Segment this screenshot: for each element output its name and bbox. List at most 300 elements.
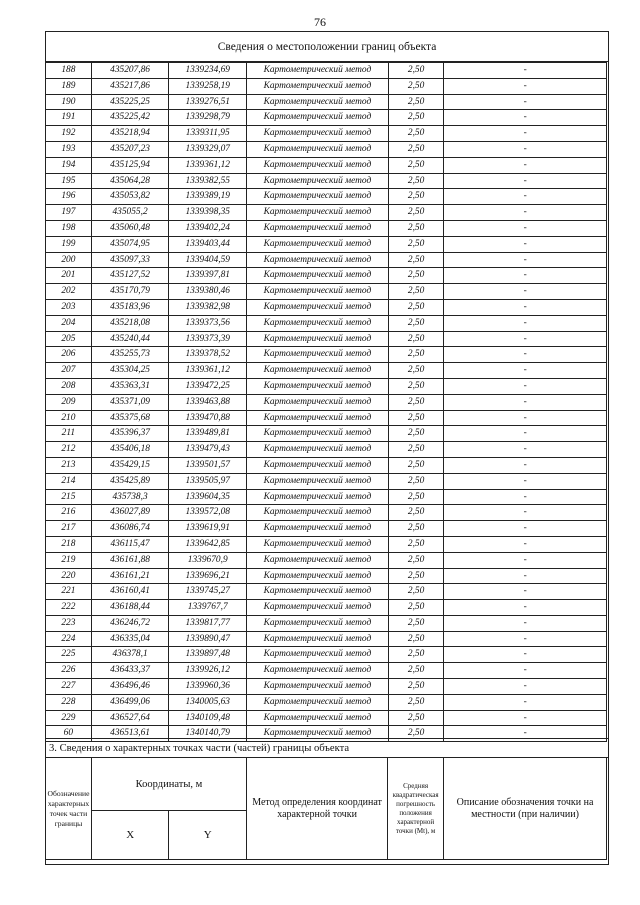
mean-error: 2,50 <box>388 489 444 505</box>
y-coordinate: 1339463,88 <box>169 394 247 410</box>
y-coordinate: 1339361,12 <box>169 363 247 379</box>
mean-error: 2,50 <box>388 600 444 616</box>
point-number: 221 <box>46 584 92 600</box>
table-row <box>46 347 607 363</box>
point-number: 216 <box>46 505 92 521</box>
mean-error: 2,50 <box>388 552 444 568</box>
table-row <box>46 268 607 284</box>
description: - <box>444 205 607 221</box>
x-coordinate: 436246,72 <box>91 615 169 631</box>
table-row <box>46 536 607 552</box>
point-number: 188 <box>46 63 92 79</box>
x-coordinate: 435218,94 <box>91 126 169 142</box>
x-coordinate: 435396,37 <box>91 426 169 442</box>
description: - <box>444 442 607 458</box>
method: Картометрический метод <box>247 631 389 647</box>
method: Картометрический метод <box>247 94 389 110</box>
table-row <box>46 252 607 268</box>
x-coordinate: 435217,86 <box>91 78 169 94</box>
description: - <box>444 189 607 205</box>
method: Картометрический метод <box>247 63 389 79</box>
point-number: 219 <box>46 552 92 568</box>
y-coordinate: 1340109,48 <box>169 710 247 726</box>
boundary-points-body <box>46 63 607 742</box>
mean-error: 2,50 <box>388 205 444 221</box>
point-number: 196 <box>46 189 92 205</box>
mean-error: 2,50 <box>388 647 444 663</box>
table-row <box>46 679 607 695</box>
method: Картометрический метод <box>247 521 389 537</box>
point-number: 210 <box>46 410 92 426</box>
table-row <box>46 568 607 584</box>
table-row <box>46 584 607 600</box>
method: Картометрический метод <box>247 268 389 284</box>
description: - <box>444 600 607 616</box>
y-coordinate: 1339890,47 <box>169 631 247 647</box>
x-coordinate: 436188,44 <box>91 600 169 616</box>
mean-error: 2,50 <box>388 679 444 695</box>
method: Картометрический метод <box>247 173 389 189</box>
mean-error: 2,50 <box>388 505 444 521</box>
y-coordinate: 1339382,55 <box>169 173 247 189</box>
method: Картометрический метод <box>247 679 389 695</box>
point-number: 227 <box>46 679 92 695</box>
method: Картометрический метод <box>247 110 389 126</box>
point-number: 211 <box>46 426 92 442</box>
y-coordinate: 1339398,35 <box>169 205 247 221</box>
y-coordinate: 1339505,97 <box>169 473 247 489</box>
point-number: 228 <box>46 694 92 710</box>
y-coordinate: 1339696,21 <box>169 568 247 584</box>
point-number: 200 <box>46 252 92 268</box>
method: Картометрический метод <box>247 378 389 394</box>
description: - <box>444 489 607 505</box>
x-coordinate: 435225,42 <box>91 110 169 126</box>
method: Картометрический метод <box>247 710 389 726</box>
description: - <box>444 631 607 647</box>
point-number: 220 <box>46 568 92 584</box>
document-frame <box>45 31 609 865</box>
y-coordinate: 1339745,27 <box>169 584 247 600</box>
description: - <box>444 331 607 347</box>
mean-error: 2,50 <box>388 173 444 189</box>
table-row <box>46 663 607 679</box>
x-coordinate: 435425,89 <box>91 473 169 489</box>
x-coordinate: 436027,89 <box>91 505 169 521</box>
mean-error: 2,50 <box>388 457 444 473</box>
y-coordinate: 1339767,7 <box>169 600 247 616</box>
method: Картометрический метод <box>247 157 389 173</box>
description: - <box>444 126 607 142</box>
x-coordinate: 435053,82 <box>91 189 169 205</box>
boundary-points-table <box>45 62 607 742</box>
method: Картометрический метод <box>247 205 389 221</box>
description: - <box>444 252 607 268</box>
method: Картометрический метод <box>247 331 389 347</box>
point-number: 217 <box>46 521 92 537</box>
header-method: Метод определения координат характерной точки <box>247 758 388 860</box>
x-coordinate: 435225,25 <box>91 94 169 110</box>
y-coordinate: 1339380,46 <box>169 284 247 300</box>
description: - <box>444 236 607 252</box>
x-coordinate: 436335,04 <box>91 631 169 647</box>
point-number: 213 <box>46 457 92 473</box>
description: - <box>444 141 607 157</box>
description: - <box>444 157 607 173</box>
table-row <box>46 378 607 394</box>
method: Картометрический метод <box>247 473 389 489</box>
x-coordinate: 435207,23 <box>91 141 169 157</box>
x-coordinate: 436115,47 <box>91 536 169 552</box>
method: Картометрический метод <box>247 694 389 710</box>
description: - <box>444 315 607 331</box>
mean-error: 2,50 <box>388 252 444 268</box>
method: Картометрический метод <box>247 505 389 521</box>
y-coordinate: 1339489,81 <box>169 426 247 442</box>
x-coordinate: 436513,61 <box>91 726 169 742</box>
mean-error: 2,50 <box>388 331 444 347</box>
point-number: 206 <box>46 347 92 363</box>
point-number: 204 <box>46 315 92 331</box>
header-description: Описание обозначения точки на местности (при наличии) <box>444 758 607 860</box>
table-row <box>46 331 607 347</box>
mean-error: 2,50 <box>388 663 444 679</box>
description: - <box>444 268 607 284</box>
mean-error: 2,50 <box>388 126 444 142</box>
description: - <box>444 710 607 726</box>
table-row <box>46 473 607 489</box>
description: - <box>444 63 607 79</box>
table-row <box>46 157 607 173</box>
method: Картометрический метод <box>247 726 389 742</box>
point-number: 199 <box>46 236 92 252</box>
table-row <box>46 299 607 315</box>
point-number: 189 <box>46 78 92 94</box>
y-coordinate: 1339389,19 <box>169 189 247 205</box>
description: - <box>444 615 607 631</box>
x-coordinate: 436160,41 <box>91 584 169 600</box>
point-number: 209 <box>46 394 92 410</box>
header-mean-error: Средняя квадратическая погрешность положения характерной точки (Mt), м <box>388 758 444 860</box>
x-coordinate: 435738,3 <box>91 489 169 505</box>
method: Картометрический метод <box>247 536 389 552</box>
table-row <box>46 220 607 236</box>
y-coordinate: 1339378,52 <box>169 347 247 363</box>
point-number: 191 <box>46 110 92 126</box>
method: Картометрический метод <box>247 615 389 631</box>
method: Картометрический метод <box>247 236 389 252</box>
mean-error: 2,50 <box>388 536 444 552</box>
mean-error: 2,50 <box>388 110 444 126</box>
x-coordinate: 435304,25 <box>91 363 169 379</box>
y-coordinate: 1339382,98 <box>169 299 247 315</box>
y-coordinate: 1339817,77 <box>169 615 247 631</box>
y-coordinate: 1339572,08 <box>169 505 247 521</box>
point-number: 195 <box>46 173 92 189</box>
x-coordinate: 436161,21 <box>91 568 169 584</box>
table-row <box>46 394 607 410</box>
y-coordinate: 1339960,36 <box>169 679 247 695</box>
x-coordinate: 435125,94 <box>91 157 169 173</box>
mean-error: 2,50 <box>388 268 444 284</box>
point-number: 193 <box>46 141 92 157</box>
method: Картометрический метод <box>247 220 389 236</box>
y-coordinate: 1339329,07 <box>169 141 247 157</box>
point-number: 218 <box>46 536 92 552</box>
table-row <box>46 284 607 300</box>
y-coordinate: 1339670,9 <box>169 552 247 568</box>
point-number: 224 <box>46 631 92 647</box>
description: - <box>444 505 607 521</box>
table-row <box>46 315 607 331</box>
mean-error: 2,50 <box>388 394 444 410</box>
method: Картометрический метод <box>247 426 389 442</box>
mean-error: 2,50 <box>388 63 444 79</box>
y-coordinate: 1339373,39 <box>169 331 247 347</box>
description: - <box>444 521 607 537</box>
method: Картометрический метод <box>247 315 389 331</box>
description: - <box>444 473 607 489</box>
point-number: 229 <box>46 710 92 726</box>
point-number: 190 <box>46 94 92 110</box>
method: Картометрический метод <box>247 568 389 584</box>
y-coordinate: 1340140,79 <box>169 726 247 742</box>
mean-error: 2,50 <box>388 78 444 94</box>
method: Картометрический метод <box>247 552 389 568</box>
method: Картометрический метод <box>247 284 389 300</box>
x-coordinate: 435207,86 <box>91 63 169 79</box>
mean-error: 2,50 <box>388 157 444 173</box>
x-coordinate: 435064,28 <box>91 173 169 189</box>
x-coordinate: 435170,79 <box>91 284 169 300</box>
description: - <box>444 394 607 410</box>
mean-error: 2,50 <box>388 315 444 331</box>
description: - <box>444 299 607 315</box>
header-coordinates: Координаты, м <box>91 758 246 811</box>
point-number: 215 <box>46 489 92 505</box>
table-row <box>46 94 607 110</box>
x-coordinate: 436499,06 <box>91 694 169 710</box>
mean-error: 2,50 <box>388 710 444 726</box>
description: - <box>444 220 607 236</box>
page-number: 76 <box>314 15 326 29</box>
x-coordinate: 435429,15 <box>91 457 169 473</box>
y-coordinate: 1339479,43 <box>169 442 247 458</box>
mean-error: 2,50 <box>388 631 444 647</box>
section3-title: 3. Сведения о характерных точках части (частей) границы объекта <box>46 738 608 758</box>
point-number: 223 <box>46 615 92 631</box>
description: - <box>444 679 607 695</box>
table-row <box>46 710 607 726</box>
mean-error: 2,50 <box>388 220 444 236</box>
method: Картометрический метод <box>247 78 389 94</box>
mean-error: 2,50 <box>388 378 444 394</box>
mean-error: 2,50 <box>388 568 444 584</box>
method: Картометрический метод <box>247 126 389 142</box>
description: - <box>444 568 607 584</box>
description: - <box>444 363 607 379</box>
method: Картометрический метод <box>247 252 389 268</box>
description: - <box>444 410 607 426</box>
y-coordinate: 1339298,79 <box>169 110 247 126</box>
y-coordinate: 1339403,44 <box>169 236 247 252</box>
point-number: 222 <box>46 600 92 616</box>
point-number: 202 <box>46 284 92 300</box>
description: - <box>444 426 607 442</box>
x-coordinate: 435255,73 <box>91 347 169 363</box>
description: - <box>444 457 607 473</box>
mean-error: 2,50 <box>388 236 444 252</box>
y-coordinate: 1339470,88 <box>169 410 247 426</box>
mean-error: 2,50 <box>388 410 444 426</box>
table-row <box>46 78 607 94</box>
point-number: 201 <box>46 268 92 284</box>
header-y: Y <box>169 811 247 860</box>
x-coordinate: 436527,64 <box>91 710 169 726</box>
point-number: 208 <box>46 378 92 394</box>
table-row <box>46 236 607 252</box>
x-coordinate: 435363,31 <box>91 378 169 394</box>
method: Картометрический метод <box>247 189 389 205</box>
point-number: 60 <box>46 726 92 742</box>
table-row <box>46 410 607 426</box>
x-coordinate: 435074,95 <box>91 236 169 252</box>
method: Картометрический метод <box>247 299 389 315</box>
method: Картометрический метод <box>247 410 389 426</box>
y-coordinate: 1340005,63 <box>169 694 247 710</box>
x-coordinate: 435240,44 <box>91 331 169 347</box>
point-number: 226 <box>46 663 92 679</box>
table-row <box>46 631 607 647</box>
table-row <box>46 426 607 442</box>
y-coordinate: 1339258,19 <box>169 78 247 94</box>
table-row <box>46 505 607 521</box>
section3-header-table <box>45 757 607 860</box>
table-row <box>46 615 607 631</box>
x-coordinate: 435371,09 <box>91 394 169 410</box>
x-coordinate: 435375,68 <box>91 410 169 426</box>
point-number: 192 <box>46 126 92 142</box>
y-coordinate: 1339604,35 <box>169 489 247 505</box>
table-row <box>46 647 607 663</box>
x-coordinate: 435055,2 <box>91 205 169 221</box>
description: - <box>444 663 607 679</box>
table-row <box>46 552 607 568</box>
point-number: 198 <box>46 220 92 236</box>
x-coordinate: 436161,88 <box>91 552 169 568</box>
method: Картометрический метод <box>247 363 389 379</box>
y-coordinate: 1339234,69 <box>169 63 247 79</box>
point-number: 207 <box>46 363 92 379</box>
description: - <box>444 726 607 742</box>
x-coordinate: 435406,18 <box>91 442 169 458</box>
x-coordinate: 435183,96 <box>91 299 169 315</box>
point-number: 197 <box>46 205 92 221</box>
header-x: X <box>91 811 169 860</box>
description: - <box>444 94 607 110</box>
x-coordinate: 435218,08 <box>91 315 169 331</box>
mean-error: 2,50 <box>388 426 444 442</box>
y-coordinate: 1339472,25 <box>169 378 247 394</box>
method: Картометрический метод <box>247 442 389 458</box>
mean-error: 2,50 <box>388 141 444 157</box>
point-number: 225 <box>46 647 92 663</box>
description: - <box>444 110 607 126</box>
method: Картометрический метод <box>247 600 389 616</box>
point-number: 212 <box>46 442 92 458</box>
mean-error: 2,50 <box>388 584 444 600</box>
point-number: 205 <box>46 331 92 347</box>
description: - <box>444 536 607 552</box>
mean-error: 2,50 <box>388 615 444 631</box>
y-coordinate: 1339276,51 <box>169 94 247 110</box>
method: Картометрический метод <box>247 141 389 157</box>
x-coordinate: 435097,33 <box>91 252 169 268</box>
point-number: 203 <box>46 299 92 315</box>
table-row <box>46 110 607 126</box>
y-coordinate: 1339402,24 <box>169 220 247 236</box>
x-coordinate: 436086,74 <box>91 521 169 537</box>
method: Картометрический метод <box>247 489 389 505</box>
mean-error: 2,50 <box>388 521 444 537</box>
x-coordinate: 435060,48 <box>91 220 169 236</box>
table-row <box>46 442 607 458</box>
table-row <box>46 141 607 157</box>
section-title: Сведения о местоположении границ объекта <box>46 32 608 62</box>
mean-error: 2,50 <box>388 347 444 363</box>
mean-error: 2,50 <box>388 442 444 458</box>
x-coordinate: 435127,52 <box>91 268 169 284</box>
x-coordinate: 436496,46 <box>91 679 169 695</box>
table-row <box>46 521 607 537</box>
description: - <box>444 647 607 663</box>
mean-error: 2,50 <box>388 284 444 300</box>
y-coordinate: 1339897,48 <box>169 647 247 663</box>
y-coordinate: 1339361,12 <box>169 157 247 173</box>
description: - <box>444 694 607 710</box>
table-row <box>46 189 607 205</box>
y-coordinate: 1339501,57 <box>169 457 247 473</box>
mean-error: 2,50 <box>388 189 444 205</box>
method: Картометрический метод <box>247 457 389 473</box>
point-number: 214 <box>46 473 92 489</box>
x-coordinate: 436433,37 <box>91 663 169 679</box>
y-coordinate: 1339311,95 <box>169 126 247 142</box>
point-number: 194 <box>46 157 92 173</box>
table-row <box>46 63 607 79</box>
table-row <box>46 173 607 189</box>
table-row <box>46 600 607 616</box>
header-point-designation: Обозначение характерных точек части границы <box>46 758 92 860</box>
table-row <box>46 126 607 142</box>
mean-error: 2,50 <box>388 726 444 742</box>
method: Картометрический метод <box>247 394 389 410</box>
y-coordinate: 1339642,85 <box>169 536 247 552</box>
description: - <box>444 78 607 94</box>
table-row <box>46 694 607 710</box>
description: - <box>444 284 607 300</box>
y-coordinate: 1339926,12 <box>169 663 247 679</box>
table-row <box>46 205 607 221</box>
description: - <box>444 552 607 568</box>
description: - <box>444 173 607 189</box>
description: - <box>444 584 607 600</box>
y-coordinate: 1339404,59 <box>169 252 247 268</box>
y-coordinate: 1339619,91 <box>169 521 247 537</box>
table-row <box>46 457 607 473</box>
description: - <box>444 378 607 394</box>
mean-error: 2,50 <box>388 473 444 489</box>
